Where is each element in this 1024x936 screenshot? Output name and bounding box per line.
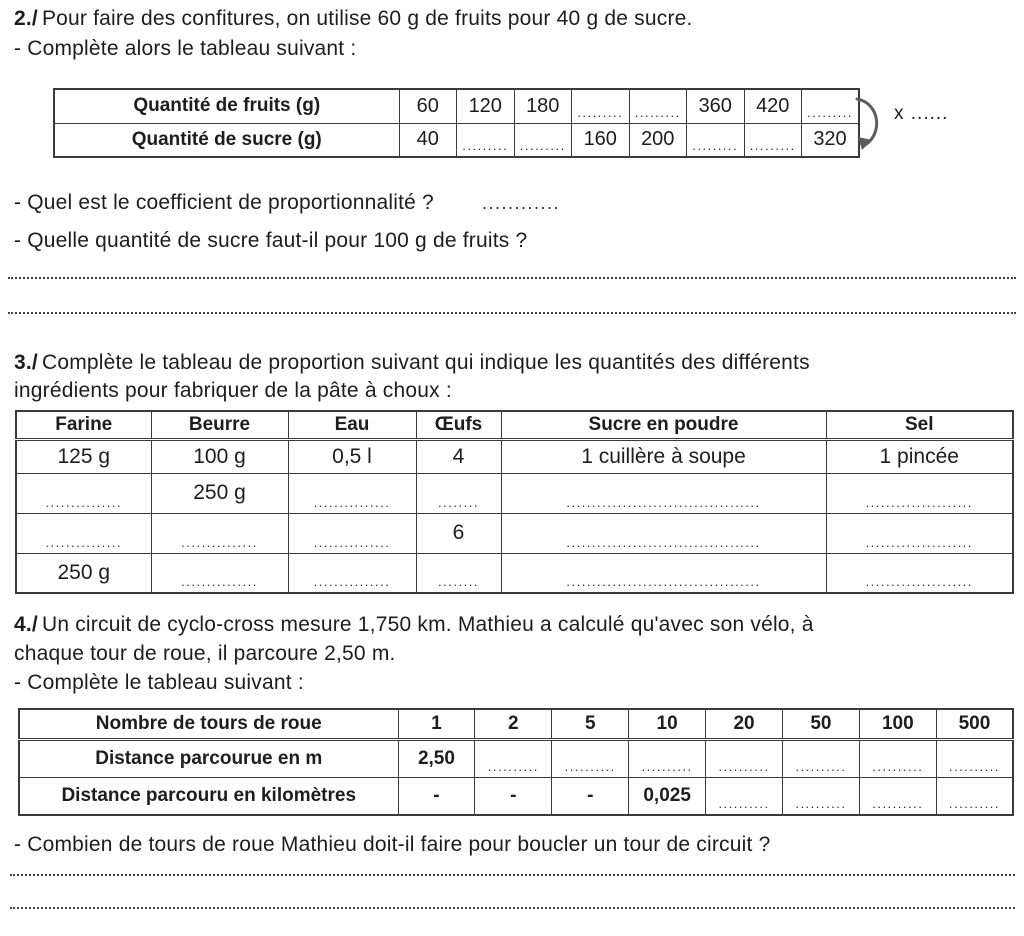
blank-cell: .......... <box>552 739 629 777</box>
table-cell: - <box>475 777 552 815</box>
table-row <box>16 439 1013 473</box>
table-row-label: Nombre de tours de roue <box>19 709 398 739</box>
blank-cell: ......... <box>687 123 745 157</box>
table-cell: 420 <box>744 89 802 123</box>
table-row <box>54 123 859 157</box>
blank-cell: .......... <box>706 739 783 777</box>
blank-cell: .......... <box>936 739 1013 777</box>
table-row <box>54 89 859 123</box>
blank-cell: .......... <box>782 739 859 777</box>
table-cell: 1 <box>398 709 475 739</box>
blank-cell: .......... <box>859 777 936 815</box>
table-cell: 10 <box>629 709 706 739</box>
column-header: Eau <box>288 411 416 439</box>
blank-cell: ............... <box>288 473 416 513</box>
table-cell: 60 <box>399 89 457 123</box>
blank-cell: .......... <box>475 739 552 777</box>
jam-proportion-table <box>53 88 860 158</box>
blank-cell: ......... <box>514 123 572 157</box>
table-cell: 320 <box>802 123 860 157</box>
table-cell: 1 pincée <box>826 439 1013 473</box>
table-row-label: Quantité de fruits (g) <box>54 89 399 123</box>
table-cell: 4 <box>416 439 501 473</box>
table-row-label: Distance parcourue en m <box>19 739 398 777</box>
blank-cell: ......... <box>629 89 687 123</box>
table-cell: 6 <box>416 513 501 553</box>
table-cell: 100 g <box>151 439 288 473</box>
exercise-4-number: 4./ <box>14 613 38 636</box>
coefficient-answer-blank: ............ <box>481 193 560 213</box>
answer-line <box>8 312 1016 314</box>
exercise-3-heading <box>14 350 810 375</box>
column-header: Beurre <box>151 411 288 439</box>
table-row-label: Quantité de sucre (g) <box>54 123 399 157</box>
column-header: Farine <box>16 411 151 439</box>
wheel-turns-table <box>18 708 1014 816</box>
blank-cell: ............... <box>288 553 416 593</box>
exercise-4-heading-text: Un circuit de cyclo-cross mesure 1,750 km. Mathieu a calculé qu'avec son vélo, à <box>41 613 814 636</box>
table-row <box>19 739 1013 777</box>
blank-cell: ............... <box>288 513 416 553</box>
blank-cell: ...................................... <box>501 513 826 553</box>
blank-cell: ..................... <box>826 513 1013 553</box>
table-cell: 120 <box>457 89 515 123</box>
column-header: Œufs <box>416 411 501 439</box>
table-cell: 360 <box>687 89 745 123</box>
coefficient-question-text: - Quel est le coefficient de proportionnalité ? <box>14 191 434 214</box>
circuit-question: - Combien de tours de roue Mathieu doit-il faire pour boucler un tour de circuit ? <box>14 833 771 856</box>
exercise-2-heading <box>14 6 693 31</box>
table-cell: 125 g <box>16 439 151 473</box>
blank-cell: ............... <box>151 553 288 593</box>
exercise-3-heading-text: Complète le tableau de proportion suivant qui indique les quantités des différents <box>41 351 810 374</box>
sugar-question: - Quelle quantité de sucre faut-il pour 100 g de fruits ? <box>14 229 528 252</box>
table-row <box>16 473 1013 513</box>
exercise-3-number: 3./ <box>14 351 38 374</box>
exercise-2-heading-text: Pour faire des confitures, on utilise 60 g de fruits pour 40 g de sucre. <box>41 7 693 30</box>
blank-cell: ............... <box>151 513 288 553</box>
blank-cell: ........ <box>416 553 501 593</box>
table-cell: 160 <box>572 123 630 157</box>
table-cell: 1 cuillère à soupe <box>501 439 826 473</box>
answer-line <box>10 874 1015 876</box>
blank-cell: ..................... <box>826 473 1013 513</box>
blank-cell: ...................................... <box>501 473 826 513</box>
blank-cell: ......... <box>457 123 515 157</box>
table-row <box>19 709 1013 739</box>
table-cell: 5 <box>552 709 629 739</box>
table-cell: 50 <box>782 709 859 739</box>
table-cell: - <box>552 777 629 815</box>
blank-cell: .......... <box>629 739 706 777</box>
table-cell: 40 <box>399 123 457 157</box>
exercise-4-heading <box>14 612 814 637</box>
table-cell: 20 <box>706 709 783 739</box>
table-cell: 2,50 <box>398 739 475 777</box>
coefficient-question <box>14 190 560 215</box>
table-cell: 0,025 <box>629 777 706 815</box>
table-cell: 0,5 l <box>288 439 416 473</box>
blank-cell: ...................................... <box>501 553 826 593</box>
table-row-label: Distance parcouru en kilomètres <box>19 777 398 815</box>
exercise-3-heading-line2: ingrédients pour fabriquer de la pâte à choux : <box>14 379 452 402</box>
table-cell: 180 <box>514 89 572 123</box>
blank-cell: .......... <box>782 777 859 815</box>
blank-cell: .......... <box>706 777 783 815</box>
column-header: Sel <box>826 411 1013 439</box>
table-row <box>16 553 1013 593</box>
table-cell: 250 g <box>151 473 288 513</box>
table-row <box>19 777 1013 815</box>
answer-line <box>10 907 1015 909</box>
table-header-row <box>16 411 1013 439</box>
table-cell: 200 <box>629 123 687 157</box>
table-row <box>16 513 1013 553</box>
blank-cell: ......... <box>744 123 802 157</box>
table-cell: 250 g <box>16 553 151 593</box>
blank-cell: ............... <box>16 473 151 513</box>
table-cell: 500 <box>936 709 1013 739</box>
exercise-2-number: 2./ <box>14 7 38 30</box>
column-header: Sucre en poudre <box>501 411 826 439</box>
multiplier-arrow-icon <box>853 94 891 154</box>
multiplier-label: x ...... <box>894 103 949 124</box>
exercise-2-subheading: - Complète alors le tableau suivant : <box>14 37 357 60</box>
exercise-4-subheading: - Complète le tableau suivant : <box>14 671 304 694</box>
choux-ingredients-table <box>15 410 1014 594</box>
blank-cell: ........ <box>416 473 501 513</box>
blank-cell: ......... <box>572 89 630 123</box>
blank-cell: .......... <box>859 739 936 777</box>
answer-line <box>8 277 1016 279</box>
table-cell: 100 <box>859 709 936 739</box>
table-cell: - <box>398 777 475 815</box>
blank-cell: ......... <box>802 89 860 123</box>
blank-cell: .......... <box>936 777 1013 815</box>
blank-cell: ............... <box>16 513 151 553</box>
exercise-4-heading-line2: chaque tour de roue, il parcoure 2,50 m. <box>14 642 396 665</box>
blank-cell: ..................... <box>826 553 1013 593</box>
table-cell: 2 <box>475 709 552 739</box>
